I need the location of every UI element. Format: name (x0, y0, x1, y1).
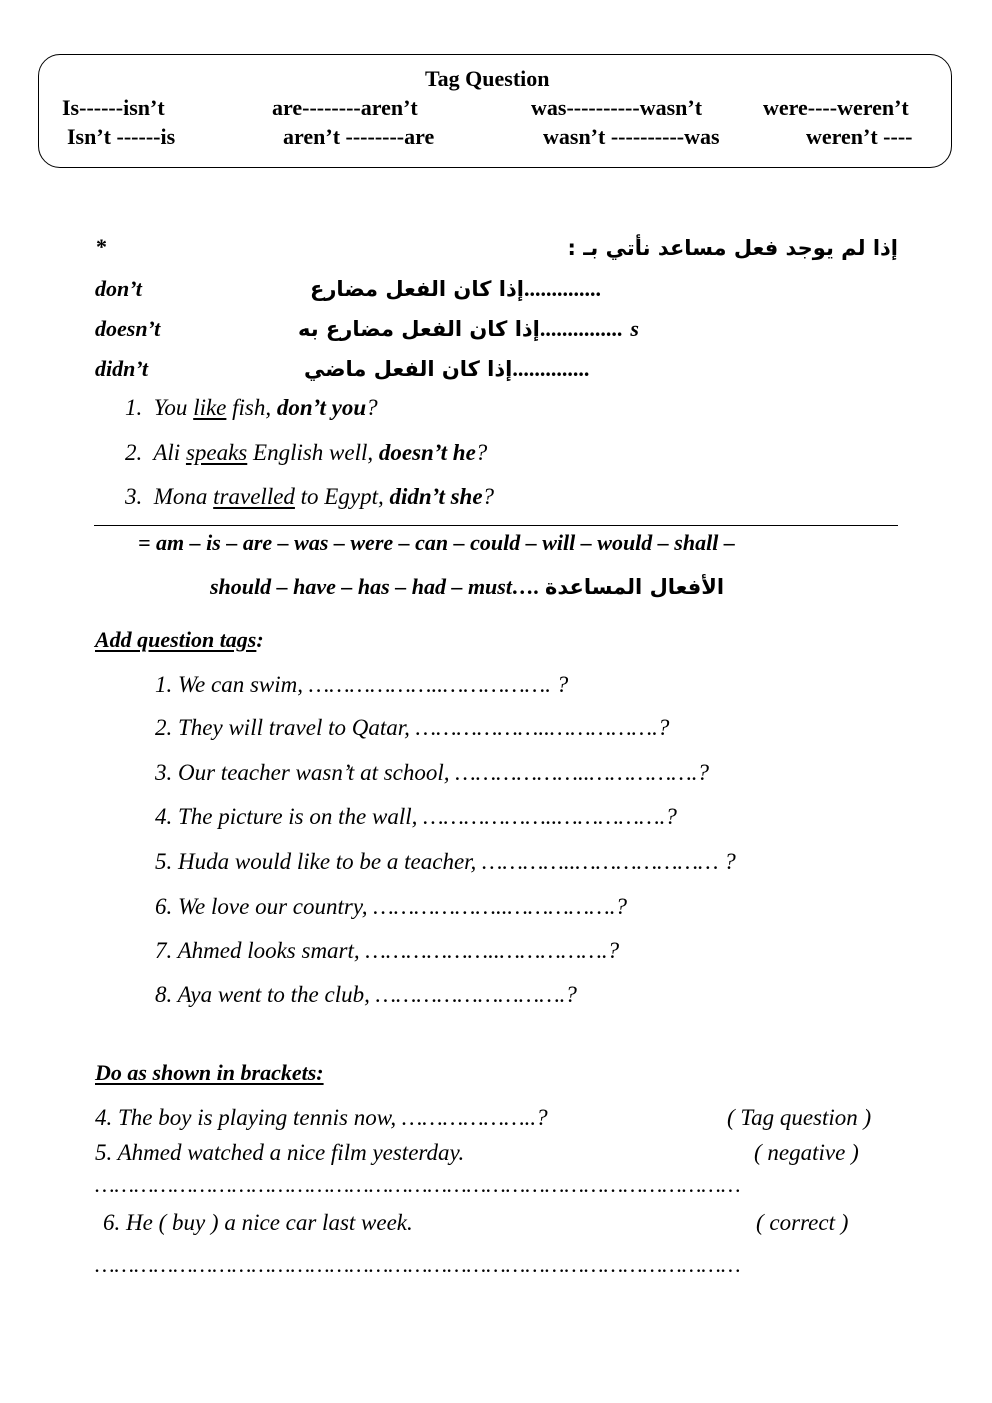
example-tag: didn’t she (389, 484, 483, 509)
rule-dots-doesnt: ............... (539, 316, 623, 341)
answer-line-q6: ……………………………………………………………………………………… (95, 1252, 741, 1277)
example-end: ? (482, 484, 495, 509)
example-rest: fish, (226, 395, 277, 420)
tag-pair-was: was----------wasn’t (531, 95, 703, 120)
aux-list-line2 (210, 574, 724, 600)
rule-aux-didnt: didn’t (95, 356, 148, 381)
rule-ar-doesnt: إذا كان الفعل مضارع به (298, 317, 540, 341)
example-3 (125, 484, 494, 510)
rule-aux-dont: don’t (95, 276, 142, 301)
aux-list-arabic: الأفعال المساعدة (544, 575, 725, 599)
example-rest: English well, (247, 440, 379, 465)
rule-heading-arabic: إذا لم يوجد فعل مساعد نأتي بـ : (567, 236, 898, 260)
answer-line-q5: ……………………………………………………………………………………… (95, 1172, 741, 1197)
example-2 (125, 440, 487, 466)
tag-pair-is: Is------isn’t (62, 95, 165, 120)
exercise-item-3: 3. Our teacher wasn’t at school, ………………..…………….? (155, 760, 709, 785)
tag-pair-were: were----weren’t (763, 95, 909, 120)
example-verb: speaks (185, 440, 248, 465)
example-end: ? (366, 395, 378, 420)
example-end: ? (475, 440, 488, 465)
exercise-item-8: 8. Aya went to the club, ……………………….? (155, 982, 577, 1007)
rule-dots-dont: .............. (523, 276, 601, 301)
tag-pair-isnt: Isn’t ------is (67, 124, 176, 149)
tag-pair-werent: weren’t ---- (806, 124, 913, 149)
rule-star: * (96, 234, 107, 259)
exercise-item-1: 1. We can swim, ………………..……………. ? (155, 672, 569, 697)
section2-title (95, 1060, 324, 1086)
example-tag: don’t you (276, 395, 367, 420)
rule-line-dont (310, 276, 601, 302)
example-subject: Mona (153, 484, 214, 509)
rule-ar-didnt: إذا كان الفعل ماضي (304, 357, 513, 381)
example-number: 2. (125, 440, 143, 465)
example-1 (125, 395, 378, 421)
tag-box-title: Tag Question (425, 66, 550, 91)
tag-pair-arent: aren’t --------are (283, 124, 435, 149)
exercise-item-5: 5. Huda would like to be a teacher, …………..………………… ? (155, 849, 736, 874)
exercise-item-7: 7. Ahmed looks smart, ………………..…………….? (155, 938, 620, 963)
example-number: 1. (125, 395, 143, 420)
rule-ar-dont: إذا كان الفعل مضارع (310, 277, 524, 301)
example-subject: You (153, 395, 194, 420)
example-rest: to Egypt, (294, 484, 390, 509)
exercise-item-4: 4. The picture is on the wall, ………………..…………….? (155, 804, 677, 829)
section1-title (95, 627, 264, 653)
bracket-q5-hint: ( negative ) (754, 1140, 859, 1165)
example-verb: travelled (213, 484, 295, 509)
rule-line-doesnt (298, 316, 639, 342)
rule-line-didnt (304, 356, 589, 382)
section2-title-text: Do as shown in brackets: (95, 1060, 324, 1085)
bracket-q4-hint: ( Tag question ) (727, 1105, 872, 1130)
bracket-q6-hint: ( correct ) (756, 1210, 849, 1235)
bracket-q6-text: 6. He ( buy ) a nice car last week. (103, 1210, 413, 1235)
rule-suffix-s: s (630, 316, 639, 341)
example-tag: doesn’t he (378, 440, 476, 465)
bracket-q5-text: 5. Ahmed watched a nice film yesterday. (95, 1140, 465, 1165)
example-subject: Ali (153, 440, 186, 465)
section1-title-text: Add question tags (95, 627, 257, 652)
rule-dots-didnt: .............. (512, 356, 590, 381)
exercise-item-2: 2. They will travel to Qatar, ………………..…………….? (155, 715, 670, 740)
aux-list-line1: = am – is – are – was – were – can – could – will – would – shall – (138, 530, 735, 555)
exercise-item-6: 6. We love our country, ………………..…………….? (155, 894, 627, 919)
rule-aux-doesnt: doesn’t (95, 316, 161, 341)
tag-pair-wasnt: wasn’t ----------was (543, 124, 720, 149)
tag-pair-are: are--------aren’t (272, 95, 418, 120)
aux-list-english: should – have – has – had – must…. (210, 574, 540, 599)
section-divider (94, 525, 898, 526)
bracket-q4-text: 4. The boy is playing tennis now, ………………..? (95, 1105, 548, 1130)
example-verb: like (193, 395, 227, 420)
section1-title-colon: : (256, 627, 264, 652)
example-number: 3. (125, 484, 143, 509)
